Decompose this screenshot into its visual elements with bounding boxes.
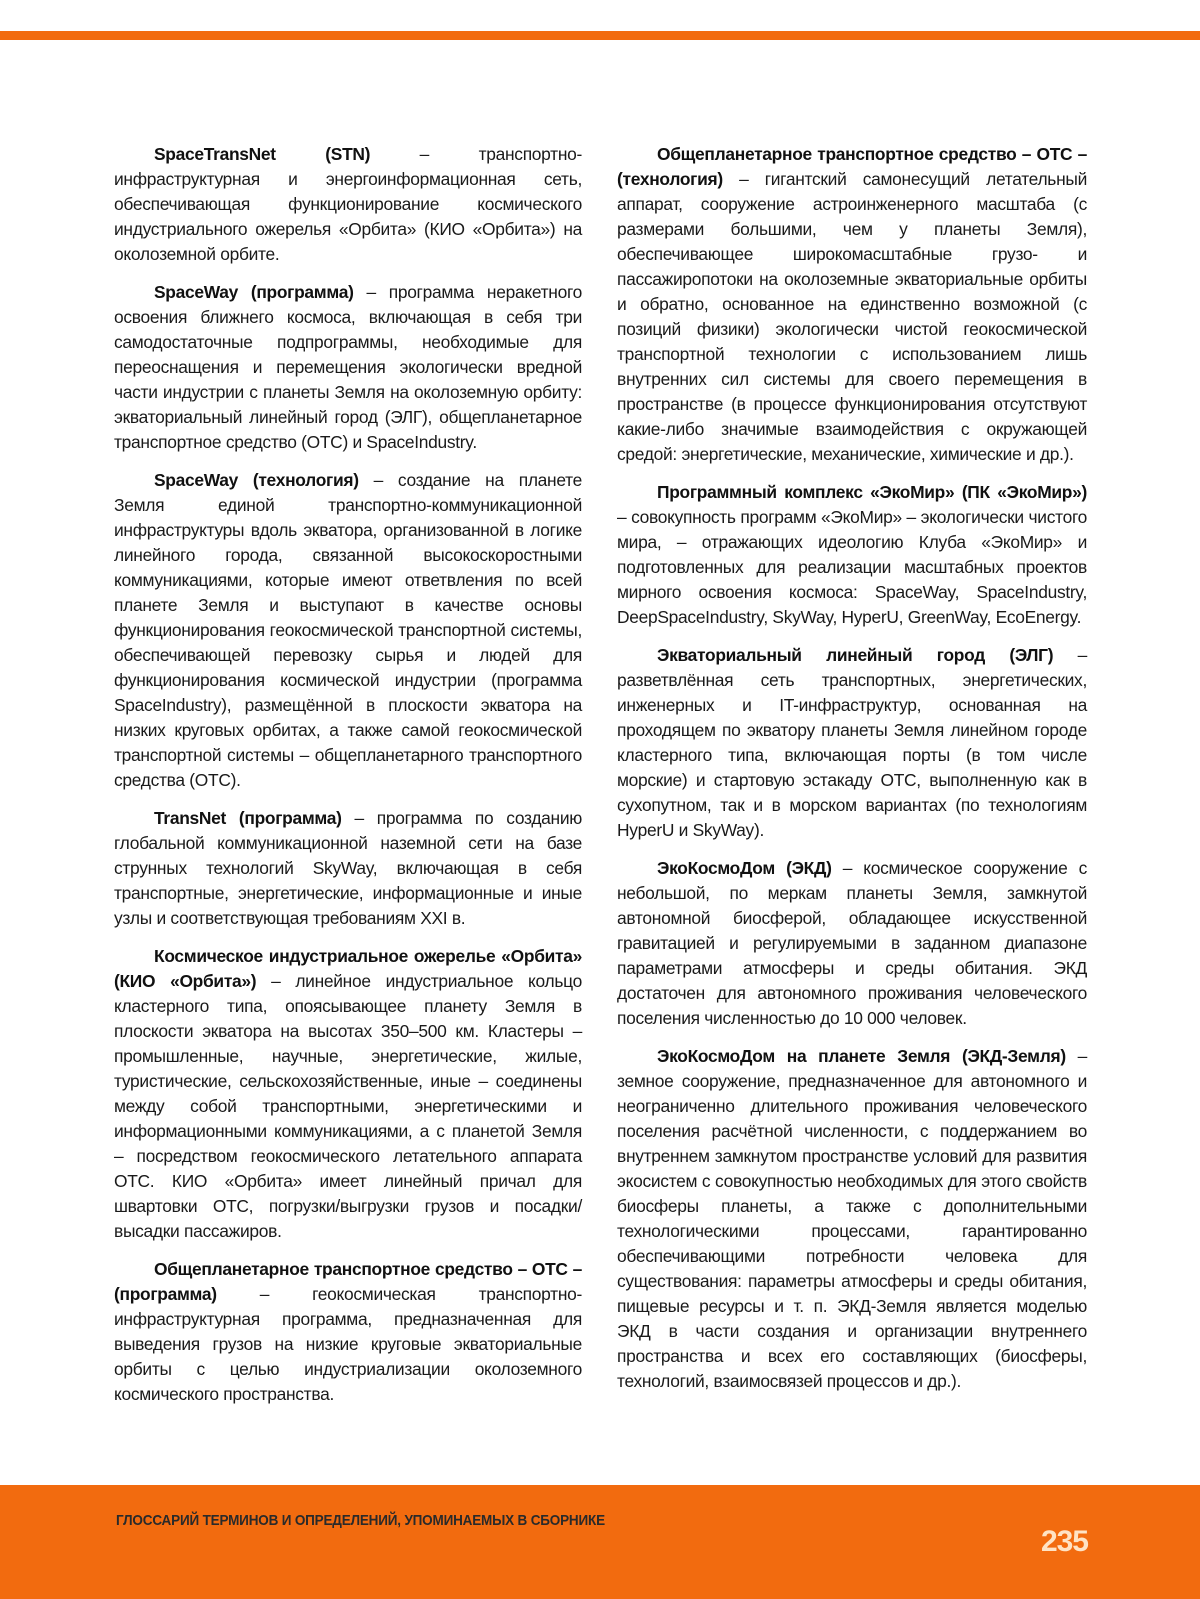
entry-term: SpaceTransNet (STN)	[154, 144, 371, 164]
entry-definition: – создание на планете Земля единой транспортно-коммуникационной инфраструктуры вдоль экватора, организованной в логике линейного города, связанной высокоскоростными коммуникациями, которые имеют ответвления по всей планете Земля и выступают в качестве основы функционирования геокосмической транспортной системы, обеспечивающей перевозку сырья и людей для функционирования космической индустрии (программа SpaceIndustry), размещённой в плоскости экватора на низких круговых орбитах, а также самой геокосмической транспортной системы – общепланетарного транспортного средства (ОТС).	[114, 470, 582, 790]
entry-definition: – космическое сооружение с небольшой, по меркам планеты Земля, замкнутой автономной биосферой, обладающее искусственной гравитацией и регулируемыми в заданном диапазоне параметрами атмосферы и среды обитания. ЭКД достаточен для автономного проживания человеческого поселения численностью до 10 000 человек.	[617, 858, 1087, 1028]
entry-term: ЭкоКосмоДом на планете Земля (ЭКД-Земля)	[657, 1046, 1066, 1066]
entry-definition: – программа по созданию глобальной коммуникационной наземной сети на базе струнных технологий SkyWay, включающая в себя транспортные, энергетические, информационные и иные узлы и соответствующая требованиям XXI в.	[114, 808, 582, 928]
entry-definition: – совокупность программ «ЭкоМир» – экологически чистого мира, – отражающих идеологию Клуба «ЭкоМир» и подготовленных для реализации масштабных проектов мирного освоения космоса: SpaceWay, SpaceIndustry, DeepSpaceIndustry, SkyWay, HyperU, GreenWay, EcoEnergy.	[617, 507, 1087, 627]
entry-term: TransNet (программа)	[154, 808, 342, 828]
glossary-left-column	[114, 142, 582, 1420]
page-number: 235	[1040, 1525, 1088, 1558]
glossary-right-column	[617, 142, 1087, 1407]
glossary-entry	[114, 944, 582, 1244]
entry-definition: – программа неракетного освоения ближнего космоса, включающая в себя три самодостаточные подпрограммы, необходимые для переоснащения и перемещения экологически вредной части индустрии с планеты Земля на околоземную орбиту: экваториальный линейный город (ЭЛГ), общепланетарное транспортное средство (ОТС) и SpaceIndustry.	[114, 282, 582, 452]
glossary-entry	[114, 468, 582, 793]
entry-definition: – геокосмическая транспортно-инфраструктурная программа, предназначенная для выведения грузов на низкие круговые экваториальные орбиты с целью индустриализации околоземного космического пространства.	[114, 1284, 582, 1404]
entry-definition: – линейное индустриальное кольцо кластерного типа, опоясывающее планету Земля в плоскости экватора на высотах 350–500 км. Кластеры – промышленные, научные, энергетические, жилые, туристические, сельскохозяйственные, иные – соединены между собой транспортными, энергетическими и информационными коммуникациями, а с планетой Земля – посредством геокосмического летательного аппарата ОТС. КИО «Орбита» имеет линейный причал для швартовки ОТС, погрузки/выгрузки грузов и посадки/высадки пассажиров.	[114, 971, 582, 1241]
entry-term: SpaceWay (программа)	[154, 282, 354, 302]
footer-band	[0, 1485, 1200, 1599]
glossary-entry	[617, 142, 1087, 467]
glossary-entry	[617, 1044, 1087, 1394]
glossary-entry	[114, 280, 582, 455]
entry-term: Экваториальный линейный город (ЭЛГ)	[657, 645, 1054, 665]
glossary-entry	[114, 142, 582, 267]
entry-term: SpaceWay (технология)	[154, 470, 359, 490]
entry-definition: – земное сооружение, предназначенное для автономного и неограниченно длительного проживания человеческого поселения расчётной численности, с поддержанием во внутреннем замкнутом пространстве условий для развития экосистем с совокупностью необходимых для этого свойств биосферы планеты, а также с дополнительными технологическими процессами, гарантированно обеспечивающими потребности человека для существования: параметры атмосферы и среды обитания, пищевые ресурсы и т. п. ЭКД-Земля является моделью ЭКД в части создания и организации внутреннего пространства и всех его составляющих (биосферы, технологий, взаимосвязей процессов и др.).	[617, 1046, 1088, 1391]
entry-term: Программный комплекс «ЭкоМир» (ПК «ЭкоМир»)	[657, 482, 1087, 502]
glossary-entry	[617, 480, 1087, 630]
entry-definition: – разветвлённая сеть транспортных, энергетических, инженерных и IT-инфраструктур, основанная на проходящем по экватору планеты Земля линейном городе кластерного типа, включающая порты (в том числе морские) и стартовую эстакаду ОТС, выполненную как в сухопутном, так и в морском вариантах (по технологиям HyperU и SkyWay).	[617, 645, 1087, 840]
entry-term: Общепланетарное транспортное средство – ОТС – (технология)	[617, 144, 1087, 189]
glossary-entry	[114, 806, 582, 931]
top-accent-rule	[0, 31, 1200, 40]
entry-definition: – гигантский самонесущий летательный аппарат, сооружение астроинженерного масштаба (с размерами большими, чем у планеты Земля), обеспечивающее широкомасштабные грузо- и пассажиропотоки на околоземные экваториальные орбиты и обратно, основанное на единственно возможной (с позиций физики) экологически чистой геокосмической транспортной технологии с использованием лишь внутренних сил системы для своего перемещения в пространстве (в процессе функционирования отсутствуют какие-либо значимые взаимодействия с окружающей средой: энергетические, механические, химические и др.).	[617, 169, 1087, 464]
entry-term: Космическое индустриальное ожерелье «Орбита» (КИО «Орбита»)	[114, 946, 582, 991]
glossary-entry	[617, 856, 1087, 1031]
entry-definition: – транспортно-инфраструктурная и энергоинформационная сеть, обеспечивающая функционирование космического индустриального ожерелья «Орбита» (КИО «Орбита») на околоземной орбите.	[114, 144, 582, 264]
entry-term: ЭкоКосмоДом (ЭКД)	[657, 858, 832, 878]
footer-section-title: ГЛОССАРИЙ ТЕРМИНОВ И ОПРЕДЕЛЕНИЙ, УПОМИНАЕМЫХ В СБОРНИКЕ	[116, 1512, 605, 1529]
entry-term: Общепланетарное транспортное средство – ОТС – (программа)	[114, 1259, 582, 1304]
glossary-entry	[617, 643, 1087, 843]
glossary-entry	[114, 1257, 582, 1407]
